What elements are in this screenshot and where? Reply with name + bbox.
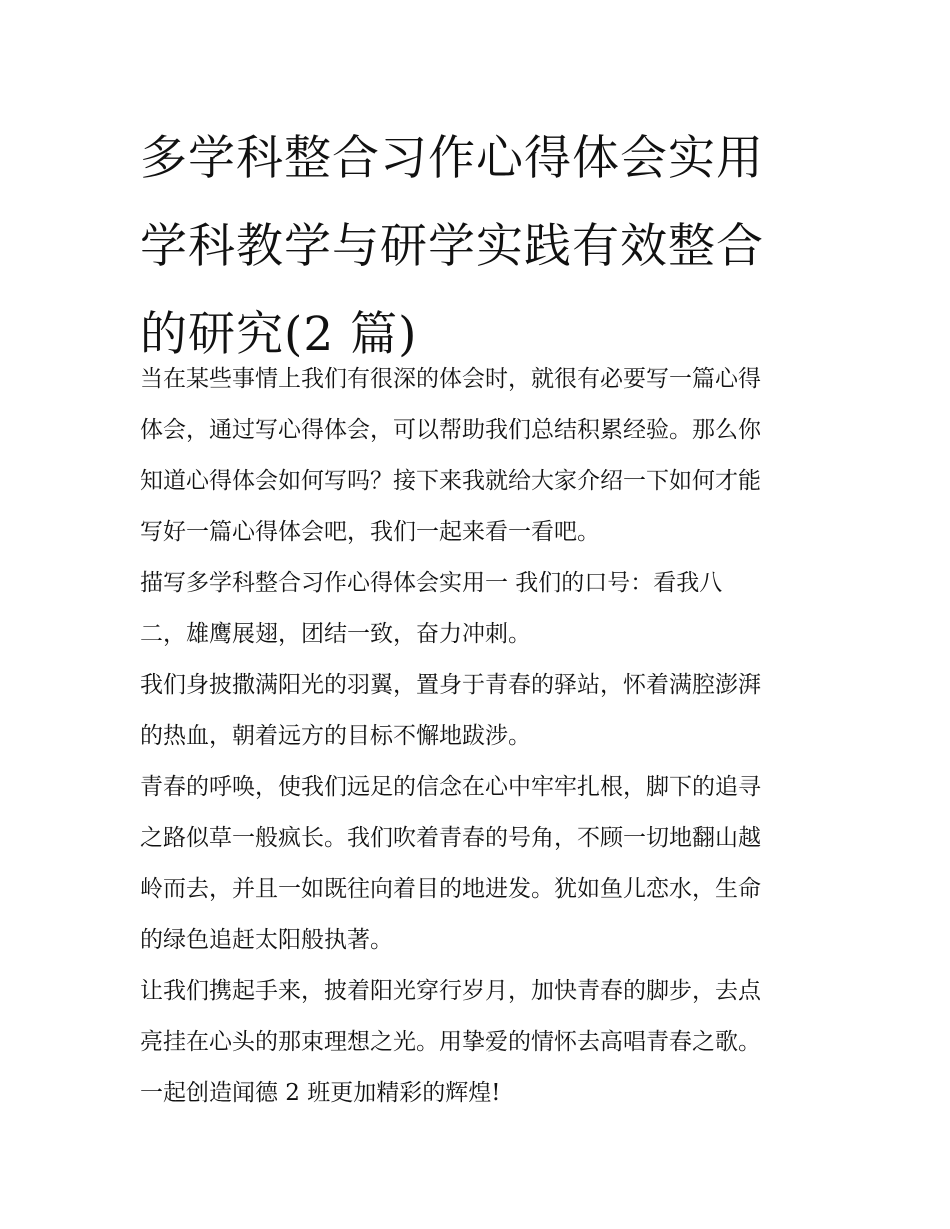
text-line: 体会，通过写心得体会，可以帮助我们总结积累经验。那么你 [140, 417, 761, 443]
document-body [140, 354, 820, 1119]
text-line: 当在某些事情上我们有很深的体会时，就很有必要写一篇心得 [140, 366, 761, 392]
text-line: 亮挂在心头的那束理想之光。用挚爱的情怀去高唱青春之歌。 [140, 1029, 761, 1055]
text-line: 的绿色追赶太阳般执著。 [140, 927, 393, 953]
text-line: 之路似草一般疯长。我们吹着青春的号角，不顾一切地翻山越 [140, 825, 761, 851]
body-paragraph [140, 762, 820, 966]
text-line: 知道心得体会如何写吗？接下来我就给大家介绍一下如何才能 [140, 468, 761, 494]
document-title [140, 115, 820, 379]
text-line: 青春的呼唤，使我们远足的信念在心中牢牢扎根，脚下的追寻 [140, 774, 761, 800]
body-paragraph [140, 660, 820, 762]
text-line: 描写多学科整合习作心得体会实用一 我们的口号：看我八 [140, 570, 723, 596]
title-line: 的研究(2 篇) [140, 307, 418, 362]
text-line: 岭而去，并且一如既往向着目的地进发。犹如鱼儿恋水，生命 [140, 876, 761, 902]
text-line: 的热血，朝着远方的目标不懈地跋涉。 [140, 723, 531, 749]
intro-paragraph [140, 354, 820, 558]
title-line: 多学科整合习作心得体会实用 [140, 131, 764, 186]
text-line: 二，雄鹰展翅，团结一致，奋力冲刺。 [140, 621, 531, 647]
text-line: 写好一篇心得体会吧，我们一起来看一看吧。 [140, 519, 600, 545]
section-heading-paragraph [140, 558, 820, 660]
text-line: 一起创造闻德 2 班更加精彩的辉煌! [140, 1080, 501, 1106]
body-paragraph [140, 966, 820, 1119]
title-line: 学科教学与研学实践有效整合 [140, 219, 764, 274]
text-line: 我们身披撒满阳光的羽翼，置身于青春的驿站，怀着满腔澎湃 [140, 672, 761, 698]
text-line: 让我们携起手来，披着阳光穿行岁月，加快青春的脚步，去点 [140, 978, 761, 1004]
